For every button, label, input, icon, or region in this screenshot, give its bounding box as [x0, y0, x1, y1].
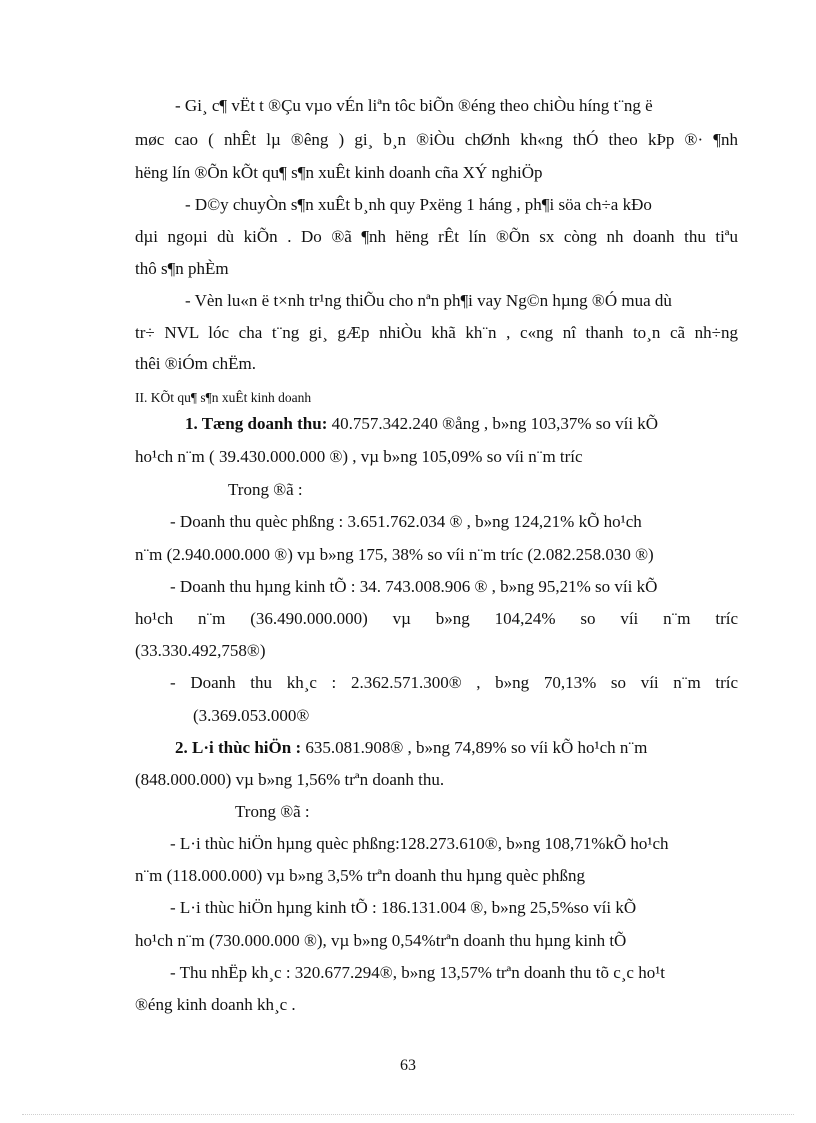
paragraph-line: ho¹ch n¨m (36.490.000.000) vµ b»ng 104,24% so víi n¨m tríc [135, 609, 738, 628]
paragraph-line: n¨m (2.940.000.000 ®) vµ b»ng 175, 38% so víi n¨m tríc (2.082.258.030 ®) [135, 545, 654, 564]
footer-divider [22, 1114, 794, 1115]
paragraph-line: - L·i thùc hiÖn hµng quèc phßng:128.273.610®, b»ng 108,71%kÕ ho¹ch [170, 834, 669, 853]
paragraph-line: møc cao ( nhÊt lµ ®êng ) gi¸ b¸n ®iÒu chØnh kh«ng thÓ theo kÞp ®· ¶nh [135, 130, 738, 149]
paragraph-line: thêi ®iÓm chËm. [135, 354, 257, 373]
paragraph-line: tr÷ NVL lóc cha t¨ng gi¸ gÆp nhiÒu khã kh¨n , c«ng nî thanh to¸n cã nh÷ng [135, 323, 738, 342]
paragraph-line: dµi ngoµi dù kiÕn . Do ®ã ¶nh hëng rÊt lín ®Õn sx còng nh doanh thu tiªu [135, 227, 738, 246]
paragraph-line: ho¹ch n¨m (730.000.000 ®), vµ b»ng 0,54%trªn doanh thu hµng kinh tÕ [135, 931, 627, 950]
revenue-text: 40.757.342.240 ®ång , b»ng 103,37% so víi kÕ [331, 414, 659, 433]
paragraph-line: - D©y chuyÒn s¶n xuÊt b¸nh quy Pxëng 1 háng , ph¶i söa ch÷a kÐo [185, 195, 652, 214]
paragraph-line: ho¹ch n¨m ( 39.430.000.000 ®) , vµ b»ng 105,09% so víi n¨m tríc [135, 447, 583, 466]
paragraph-line: - Thu nhËp kh¸c : 320.677.294®, b»ng 13,57% trªn doanh thu tõ c¸c ho¹t [170, 963, 666, 982]
paragraph-line: - Doanh thu quèc phßng : 3.651.762.034 ® , b»ng 124,21% kÕ ho¹ch [170, 512, 642, 531]
subheading: Trong ®ã : [235, 802, 310, 821]
paragraph-line: - Doanh thu hµng kinh tÕ : 34. 743.008.906 ® , b»ng 95,21% so víi kÕ [170, 577, 658, 596]
paragraph-line: ®éng kinh doanh kh¸c . [135, 995, 296, 1014]
paragraph-line: thô s¶n phÈm [135, 259, 229, 278]
paragraph-line: hëng lín ®Õn kÕt qu¶ s¶n xuÊt kinh doanh cña XÝ nghiÖp [135, 163, 543, 182]
paragraph-line [185, 414, 658, 434]
paragraph-line: - Gi¸ c¶ vËt t ®Çu vµo vÉn liªn tôc biÕn ®éng theo chiÒu híng t¨ng ë [175, 96, 653, 115]
paragraph-line: - Doanh thu kh¸c : 2.362.571.300® , b»ng 70,13% so víi n¨m tríc [170, 673, 738, 692]
paragraph-line: (33.330.492,758®) [135, 641, 266, 660]
section-heading: II. KÕt qu¶ s¶n xuÊt kinh doanh [135, 390, 312, 405]
paragraph-line [175, 738, 647, 758]
paragraph-line: (848.000.000) vµ b»ng 1,56% trªn doanh thu. [135, 770, 445, 789]
profit-heading: 2. L·i thùc hiÖn : [175, 738, 302, 757]
revenue-heading: 1. Tæng doanh thu: [185, 414, 328, 433]
page-number: 63 [400, 1057, 416, 1074]
subheading: Trong ®ã : [228, 480, 303, 499]
paragraph-line: - Vèn lu«n ë t×nh tr¹ng thiÕu cho nªn ph¶i vay Ng©n hµng ®Ó mua dù [185, 291, 672, 310]
paragraph-line: (3.369.053.000® [193, 706, 310, 725]
profit-text: 635.081.908® , b»ng 74,89% so víi kÕ ho¹ch n¨m [305, 738, 648, 757]
paragraph-line: - L·i thùc hiÖn hµng kinh tÕ : 186.131.004 ®, b»ng 25,5%so víi kÕ [170, 898, 637, 917]
paragraph-line: n¨m (118.000.000) vµ b»ng 3,5% trªn doanh thu hµng quèc phßng [135, 866, 586, 885]
